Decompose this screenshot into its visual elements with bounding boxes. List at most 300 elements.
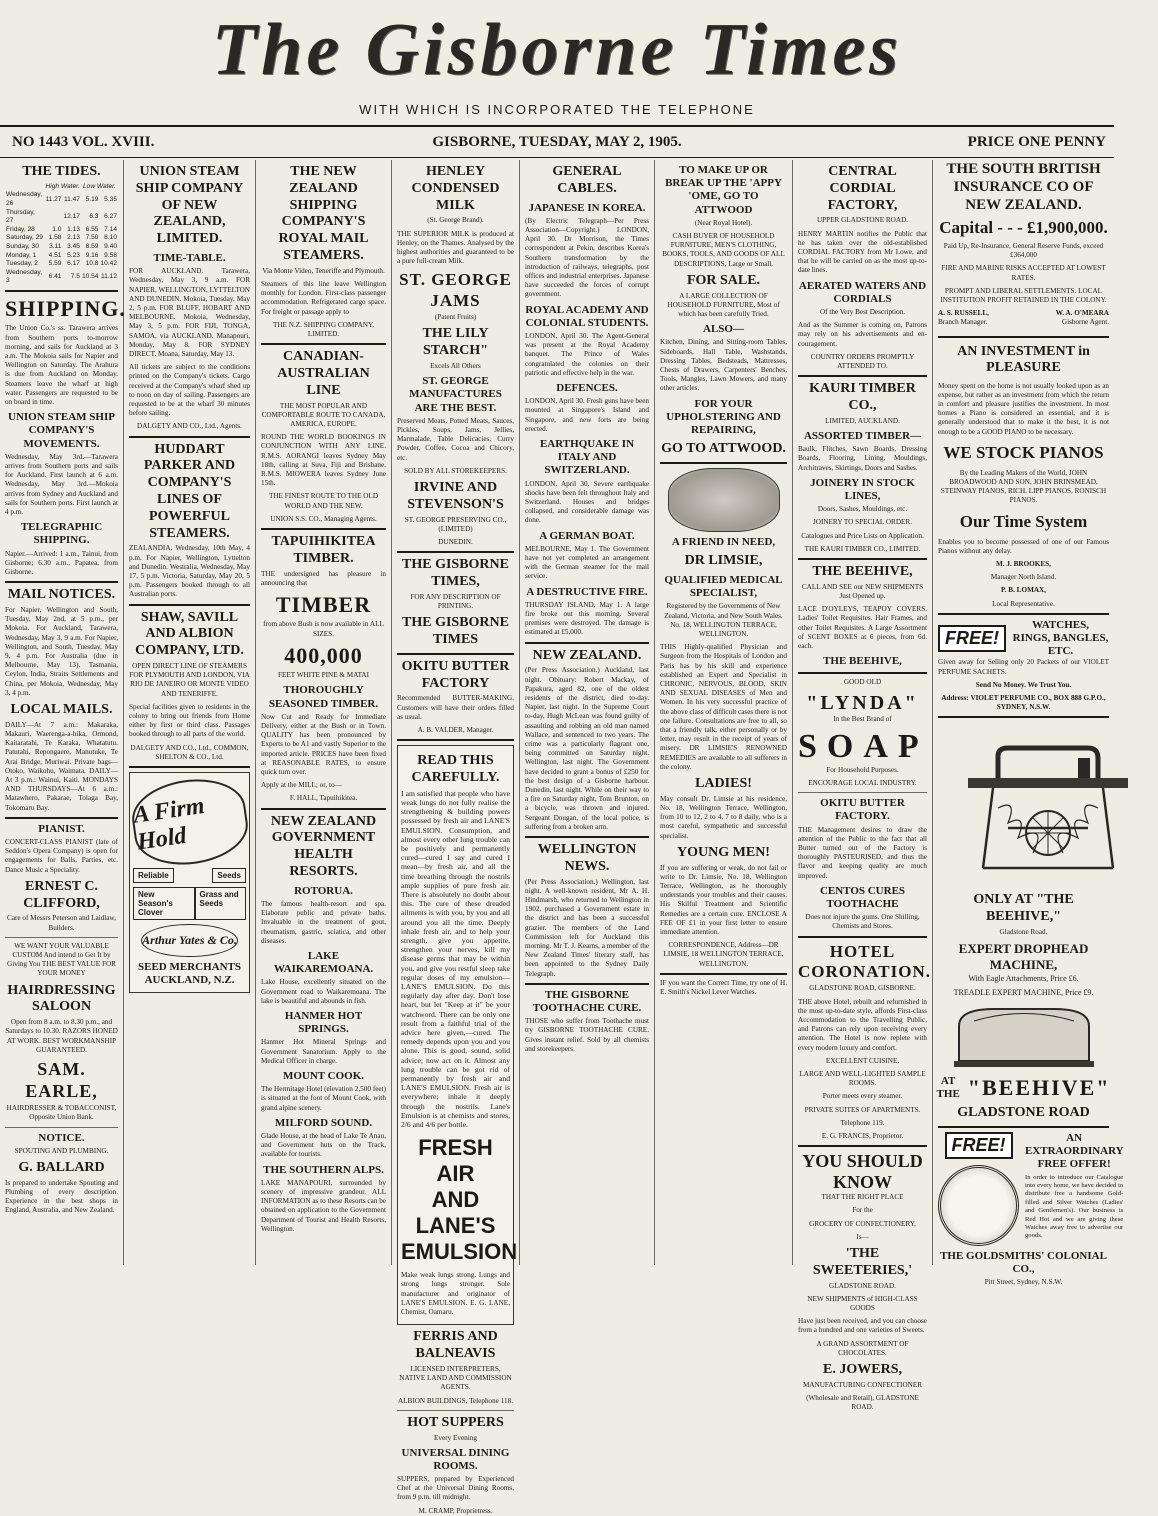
jowers-heading: E. JOWERS, xyxy=(823,1362,902,1378)
telephone-text: Telephone 119. xyxy=(840,1118,885,1127)
omeara-title: Gisborne Agent. xyxy=(1061,318,1109,327)
shaw-note: Special facilities given to residents in the colony to bring out friends from Home either by first or third class. Passages booked through to all parts of the world. xyxy=(129,702,250,739)
fire-marine-text: FIRE AND MARINE RISKS ACCEPTED AT LOWEST RATES. xyxy=(941,264,1106,282)
timber-word: TIMBER xyxy=(275,592,372,618)
tides-time-cell: 5.23 xyxy=(67,251,80,259)
irvine-heading: IRVINE AND STEVENSON'S xyxy=(407,479,504,512)
rotorua-heading: ROTORUA. xyxy=(294,884,353,897)
sold-text: SOLD BY ALL STOREKEEPERS. xyxy=(404,466,507,475)
tides-time-cell: 11.47 xyxy=(63,195,80,203)
beehive-heading-2: THE BEEHIVE, xyxy=(823,655,902,668)
milford-text: Glade House, at the head of Lake Te Anau, and Government huts on the Track, available for tourists. xyxy=(261,1131,386,1159)
tides-day-cell: Wednesday, 26 xyxy=(6,191,43,207)
country-orders: COUNTRY ORDERS PROMPTLY ATTENDED TO. xyxy=(810,352,915,370)
earthquake-text: LONDON, April 30. Severe earthquake shocks have been felt throughout Italy and Switzerland. Houses and bridges collapsed, and considerable damage was done. xyxy=(525,479,649,525)
machine-cover-illustration xyxy=(944,1001,1104,1071)
tapuihikitea-heading: TAPUIHIKITEA TIMBER. xyxy=(271,534,376,566)
doctor-heading: DR LIMSIE, xyxy=(684,553,763,569)
tides-row xyxy=(5,234,118,243)
milk-heading: HENLEY CONDENSED MILK xyxy=(411,164,500,213)
brookes-title: Manager North Island. xyxy=(990,573,1057,582)
violet-address: Address: VIOLET PERFUME CO., BOX 888 G.P.O., SYDNEY, N.S.W. xyxy=(941,694,1106,712)
doctor-portrait-image xyxy=(668,468,780,532)
notice-text: SPOUTING AND PLUMBING. xyxy=(14,1146,109,1155)
tides-time-cell: 10.8 xyxy=(85,260,99,268)
column-2 xyxy=(124,160,256,1265)
time-system-heading: Our Time System xyxy=(959,511,1088,531)
insurance-heading: THE SOUTH BRITISH INSURANCE CO OF NEW ZEALAND. xyxy=(946,161,1101,213)
timber-seasoned: THOROUGHLY SEASONED TIMBER. xyxy=(268,684,379,710)
free-badge-2: FREE! xyxy=(945,1132,1013,1159)
tides-row xyxy=(5,269,118,286)
tides-time-cell: 6.17 xyxy=(67,260,80,268)
sale-text: A LARGE COLLECTION OF HOUSEHOLD FURNITURE, Most of which has been carefully Tried. xyxy=(667,291,780,318)
russell-title: Branch Manager. xyxy=(938,318,988,327)
watches-heading: WATCHES, RINGS, BANGLES, ETC. xyxy=(1012,618,1109,658)
tides-time-cell: 9.58 xyxy=(104,251,117,259)
brand-text: In the Best Brand of xyxy=(833,714,892,723)
mails-heading: MAIL NOTICES. xyxy=(7,587,116,603)
read-text: I am satisfied that people who have weak lungs do not fully realise the strengthening & building powers possessed by fresh air and LANE'S EMULSION. Consumption, and almost every other lung trouble can be positively and permanently cured—cured I say and cured I mean—by fresh air, and all the time breathing through the nostrils ample supplies of pure fresh air. There is absolutely no doubt about this. The cure of these dreaded ailments is with you, by you and all around you all the time. Deeply inhale fresh air, and to help your strength, give you appetite, strengthen your nerves, kill my disease germs that may be within you, and give you restful sleep take regular doses of my emulsion—LANE'S EMULSION. Do this regularly day after day. Don't lose heart, but let "Keep at it" be your watchword. There can be only one result from a faithful trial of the advice here given,—cured. The remedy depends upon you and you alone. This is good, sound, solid advice; now act on it. Almost any lung trouble can be got rid of permanently by fresh air and LANE'S EMULSION. Fresh air is everywhere; inhale it deeply through the nostrils. Lane's Emulsion is at chemists and stores, 2/6 and 4/6 per bottle. xyxy=(401,788,510,1130)
timber-apply: Apply at the MILL; or, to— xyxy=(261,781,342,790)
newspaper-title: The Gisborne Times xyxy=(211,9,902,91)
tides-time-cell: 2.13 xyxy=(67,234,80,242)
omeara-name: W. A. O'MEARA xyxy=(1055,309,1109,318)
porter-text: Porter meets every steamer. xyxy=(822,1092,903,1101)
new-zealand-text: (Per Press Association.) Auckland, last night. Obituary: Robert Mackay, of Papakura, aged 82, one of the oldest residents of the district, died to-day. Napier, last night. In the Supreme Court to-day, Hugh McLean was found guilty of assaulting and robbing an old man named Wallace, and sentenced to two years. The crime was a particularly flagrant one, being committed on Saturday night. Wellington, last night. The Government have decided to grant a bonus of £250 for the best design of a Gisborne harbour. Dunedin, last night. While on their way to a fire on Saturday night, Tom Brunton, on a bicycle, was thrown and injured. Sergeant Dougan, of the local police, is suffering from a broken arm. xyxy=(525,666,649,831)
kauri-sub: LIMITED, AUCKLAND. xyxy=(825,416,900,425)
milk-text: THE SUPERIOR MILK is produced at Henley, on the Thames. Analysed by the highest authorities and guaranteed to be a pure full-cream Milk. xyxy=(397,229,514,266)
wellington-heading: WELLINGTON NEWS. xyxy=(537,842,637,874)
household-text: For Household Purposes. xyxy=(826,765,899,774)
cables-sub: JAPANESE IN KOREA. xyxy=(528,201,646,214)
milford-heading: MILFORD SOUND. xyxy=(274,1116,373,1129)
only-at-beehive: ONLY AT "THE BEEHIVE," xyxy=(973,892,1074,925)
canadian-heading: CANADIAN-AUSTRALIAN LINE xyxy=(277,349,370,398)
tides-heading: THE TIDES. xyxy=(22,164,101,179)
ballard-text: Is prepared to undertake Spouting and Plumbing of every description. Experience in the best shops in England, Australia, and New Zealand. xyxy=(5,1178,118,1215)
tides-time-cell: 5.19 xyxy=(85,195,99,203)
timetable-note: All tickets are subject to the conditions printed on the Company's tickets. Cargo received at the Company's wharf shed up to noon on day of sailing. Passengers are requested to be at the wharf 30 minutes before sailing. xyxy=(129,363,250,418)
tides-time-cell: 8.59 xyxy=(85,242,99,250)
suites-text: PRIVATE SUITES OF APARTMENTS. xyxy=(804,1105,921,1114)
clover-label: New Season's Clover xyxy=(133,887,195,920)
times-sub: FOR ANY DESCRIPTION OF PRINTING. xyxy=(410,592,501,610)
timber-count: 400,000 xyxy=(284,642,363,668)
tides-day-cell: Sunday, 30 xyxy=(6,242,39,250)
doctor-text: Registered by the Governments of New Zealand, Victoria, and New South Wales. No. 18, WELLINGTON TERRACE, WELLINGTON. xyxy=(664,602,783,638)
only-place: Gladstone Road. xyxy=(999,928,1048,937)
doctor-body: THIS Highly-qualified Physician and Surgeon from the Hospitals of London and Paris has by his skill and experience established an Expert and Specialist in CHRONIC, NERVOUS, BLOOD, SKIN AND SEXUAL DISEASES of Men and Women. In his very successful practice of the above class of difficult cases there is not one failure. Consultations are free to all, so that a friendly talk, either personally or by letter, may result in the receipt of years of misery. DR LIMSIE'S RENOWNED REMEDIES are available to all sufferers in the colony. xyxy=(660,643,787,771)
waikaremoana-heading: LAKE WAIKAREMOANA. xyxy=(273,950,374,976)
coronation-heading: HOTEL CORONATION. xyxy=(798,941,931,981)
column-3 xyxy=(256,160,392,1265)
lily-sub: Excels All Others xyxy=(430,361,481,370)
salon-text: Open from 8 a.m. to 8.30 p.m., and Saturdays to 10.30. RAZORS HONED AT WORK. BEST WORKMANSHIP GUARANTEED. xyxy=(5,1018,118,1054)
german-boat-heading: A GERMAN BOAT. xyxy=(539,529,635,542)
tides-time-cell: 1.13 xyxy=(67,225,80,233)
ferris-sub: LICENSED INTERPRETERS, NATIVE LAND AND COMMISSION AGENTS. xyxy=(399,1364,512,1392)
academy-text: LONDON, April 30. The Agent-General was present at the Royal Academy banquet. The Prince of Wales congratulated the colonies on their patriotic and effective help in the war. xyxy=(525,331,649,377)
irvine-place: DUNEDIN. xyxy=(438,537,473,546)
mails-text: For Napier, Wellington and South, Tuesday, May 2nd, at 5 p.m., per Mokoia. For Auckland, Tarawera, Wednesday, May 3, 9 a.m. For Napier, Wellington, and South, Tuesday, May 9, 4 p.m. For Australia (due in Melbourne, May 13), Tasmania, Ceylon, India, Straits Settlements and China, per Mokoia, Wednesday, May 3, 4 p.m. xyxy=(5,605,118,697)
beehive-sub: CALL AND SEE our NEW SHIPMENTS Just Opened up. xyxy=(801,582,924,600)
assorted-text: Baulk, Flitches, Sawn Boards, Dressing Boards, Flooring, Lining, Mouldings, Architraves, Skirtings, Doors and Sashes. xyxy=(798,445,927,472)
tides-day-cell: Saturday, 29 xyxy=(6,234,43,242)
canadian-footer: THE FINEST ROUTE TO THE OLD WORLD AND THE NEW. xyxy=(268,492,379,510)
yates-name: Arthur Yates & Co. xyxy=(141,924,238,957)
lomax-title: Local Representative. xyxy=(992,599,1055,608)
timetable-text: FOR AUCKLAND. Tarawera, Wednesday, May 3, 9 a.m. FOR NAPIER, WELLINGTON, LYTTELTON AND DUNEDIN. Mokoia, Tuesday, May 2, 5 p.m. FOR BLUFF, HOBART AND MELBOURNE. Mokoia, Wednesday, May 3, 5 p.m. FOR FIJI, TONGA, SAMOA, via AUCKLAND. Manapouri, Monday, May 8. FOR SYDNEY DIRECT. Moana, Saturday, May 13. xyxy=(129,267,250,358)
earthquake-heading: EARTHQUAKE IN ITALY AND SWITZERLAND. xyxy=(539,438,635,477)
defences-heading: DEFENCES. xyxy=(556,382,618,394)
beehive-road: GLADSTONE ROAD xyxy=(957,1105,1090,1121)
goldsmiths-heading: THE GOLDSMITHS' COLONIAL CO., xyxy=(940,1250,1107,1276)
sewing-machine-illustration xyxy=(938,728,1158,878)
hanmer-heading: HANMER HOT SPRINGS. xyxy=(284,1010,363,1036)
russell-name: A. S. RUSSELL, xyxy=(938,309,989,318)
jowers-sub: MANUFACTURING CONFECTIONER xyxy=(802,1380,923,1389)
shipping-text: The Union Co.'s ss. Tarawera arrives from Southern ports to-morrow morning, and sails for Auckland at 3 a.m. The Mokoia sails for Napier and Wellington on Saturday. The Arahura is due from Auckland on Monday. Steamers leave the wharf at high water. Passengers are requested to be on board in time. xyxy=(5,324,118,406)
tides-time-cell: 4.51 xyxy=(48,251,62,259)
irvine-sub: ST. GEORGE PRESERVING CO., (LIMITED) xyxy=(404,515,507,533)
shaw-heading: SHAW, SAVILL AND ALBION COMPANY, LTD. xyxy=(135,609,244,659)
earle-sub: HAIRDRESSER & TOBACCONIST, Opposite Union Bank. xyxy=(6,1104,117,1122)
price: PRICE ONE PENNY xyxy=(967,134,1106,150)
upholstering-heading: FOR YOUR UPHOLSTERING AND REPAIRING, xyxy=(666,397,781,436)
ferris-heading: FERRIS AND BALNEAVIS xyxy=(413,1329,498,1362)
timber-intro: THE undersigned has pleasure in announcing that xyxy=(261,569,386,587)
timetable-agent: DALGETY AND CO., Ltd., Agents. xyxy=(137,422,242,431)
pocket-watch-image xyxy=(938,1165,1019,1246)
yates-footer: SEED MERCHANTS AUCKLAND, N.Z. xyxy=(138,961,241,987)
time-system-text: Enables you to become possessed of one of our Famous Pianos without any delay. xyxy=(938,537,1109,555)
tides-time-cell: 7.5 xyxy=(70,273,80,281)
timber-sign: F. HALL, Tapuihikitea. xyxy=(289,794,358,803)
tides-row xyxy=(5,191,118,208)
royal-mail-text: Steamers of this line leave Wellington monthly for London. First-class passenger accommodation. Refrigerated cargo space. For freight or passage apply to xyxy=(261,279,386,316)
tides-row xyxy=(5,209,118,226)
lomax-name: P. B. LOMAX, xyxy=(1000,586,1047,595)
local-mails-heading: LOCAL MAILS. xyxy=(10,701,113,717)
cordial-text: HENRY MARTIN notifies the Public that he has taken over the old-established CORDIAL FACTORY from Mr Lowe, and that he will be carried on as the most up-to-date lines. xyxy=(798,229,927,275)
seeds-labels xyxy=(133,868,246,883)
coronation-text: THE above Hotel, rebuilt and refurnished in the most up-to-date style, affords First-class Accommodation to the Travelling Public, and Patrons can rely upon receiving every attention. The Hotel is now replete with every modern luxury and comfort. xyxy=(798,997,927,1052)
cuisine-text: EXCELLENT CUISINE. xyxy=(825,1056,900,1065)
dining-sign: M. CRAMP, Proprietress. xyxy=(418,1506,493,1515)
royal-mail-agent: THE N.Z. SHIPPING COMPANY, LIMITED. xyxy=(272,320,375,338)
mount-cook-heading: MOUNT COOK. xyxy=(282,1069,365,1082)
tides-table: High Water. Low Water. Wednesday, 26 11.27 11.47 5.19 5.35 Thursday, 27 12.17 6.3 6.27 Friday, 28 1.0 1.13 6.55 7.14 Saturday, 29 1.58 2.13 7.50 8.10 Sunday, 30 3.11 3.45 8.59 9.40 Monday, 1 4.51 5.23 9.16 9.58 Tuesday, 2 5.59 6.17 10.8 10.42 Wednesday, 3 6.41 7.5 10.54 11.12 xyxy=(6,182,117,285)
beehive-big: "BEEHIVE" xyxy=(967,1075,1111,1101)
young-men-text: If you are suffering or weak, do not fail or write to Dr. Limsie, No. 18, Wellington Terrace, Wellington, as he thoroughly understands your troubles and their causes. His Skilful Treatment and Scientific Remedies are a certain cure. ENCLOSE A FEE OF £1 in your first letter to ensure immediate attention. xyxy=(660,863,787,936)
beehive-heading: THE BEEHIVE, xyxy=(812,563,913,579)
masthead xyxy=(0,0,1114,91)
tides-time-cell: 1.0 xyxy=(52,225,62,233)
column-1 xyxy=(0,160,124,1265)
attwood-cash: CASH BUYER OF HOUSEHOLD FURNITURE, MEN'S CLOTHING, BOOKS, TOOLS, AND GOODS OF ALL DESCRIPTIONS, Large or Small. xyxy=(662,231,785,268)
pianist-sub: Care of Messrs Peterson and Laidlaw, Builders. xyxy=(7,914,116,932)
movements-text: Wednesday, May 3rd.—Tarawera arrives from Southern ports and sails for Auckland. First launch at 6 a.m. Wednesday, May 3rd.—Mokoia arrives from Sydney and Auckland and sails for Southern ports. First launch at 4 p.m. xyxy=(5,452,118,516)
valuables-text: WE WANT YOUR VALUABLE CUSTOM And intend to Get It by Giving You THE BEST VALUE FOR YOUR MONEY xyxy=(7,941,116,978)
young-men-heading: YOUNG MEN! xyxy=(677,844,770,860)
proprietor-text: E. G. FRANCIS, Proprietor. xyxy=(821,1132,904,1140)
dining-text: SUPPERS, prepared by Experienced Chef at the Universal Dining Rooms, from 9 p.m. till midnight. xyxy=(397,1475,514,1502)
samples-text: LARGE AND WELL-LIGHTED SAMPLE ROOMS. xyxy=(799,1069,926,1088)
kauri-agent: THE KAURI TIMBER CO., LIMITED. xyxy=(804,544,921,553)
tides-day-cell: Wednesday, 3 xyxy=(6,268,43,285)
waikaremoana-text: Lake House, excellently situated on the Government road to Waikaremoana. The lake is beautiful and abounds in fish. xyxy=(261,978,386,1005)
watch-notice: IF you want the Correct Time, try one of H. E. Smith's Nickel Lever Watches. xyxy=(660,978,787,996)
tides-time-cell: 3.11 xyxy=(49,242,62,250)
ballard-heading: G. BALLARD xyxy=(18,1159,105,1175)
german-boat-text: MELBOURNE, May 1. The Government have not yet completed an arrangement with the German steamer for the mail service. xyxy=(525,544,649,581)
telegraphic-text: Napier.—Arrived: 1 a.m., Tainui, from Gisborne; 6.30 a.m., Papatea, from Gisborne. xyxy=(5,549,118,576)
tides-row xyxy=(5,252,118,261)
free-badge: FREE! xyxy=(938,625,1006,652)
hanmer-text: Hanmer Hot Mineral Springs and Government Sanatorium. Apply to the Medical Officer in charge. xyxy=(261,1038,386,1065)
sweeteries-heading: 'THE SWEETERIES,' xyxy=(812,1246,913,1278)
capital-amount: Capital - - - £1,900,000. xyxy=(939,218,1108,237)
beehive-text: LACE D'OYLEYS, TEAPOY COVERS. Ladies' Toilet Requisites. Hair Frames, and other Toilet Requisites. A Large Assortment of SCENT BOXES at 6 pieces, from 6d. each. xyxy=(798,605,927,650)
should-sub: THAT THE RIGHT PLACE xyxy=(821,1193,904,1202)
butter-sign: A. B. VALDER, Manager. xyxy=(417,725,494,734)
timetable-heading: TIME-TABLE. xyxy=(153,251,226,264)
movements-heading: UNION STEAM SHIP COMPANY'S MOVEMENTS. xyxy=(8,411,115,450)
also-heading: ALSO— xyxy=(703,323,744,336)
coronation-sub: GLADSTONE ROAD, GISBORNE. xyxy=(809,984,916,993)
tides-time-cell: 6.41 xyxy=(48,273,62,281)
catalogue-text: Catalogues and Price Lists on Application. xyxy=(801,531,924,540)
tides-time-cell: 6.3 xyxy=(89,212,99,220)
toothache-text: THOSE who suffer from Toothache must try GISBORNE TOOTHACHE CURE. Gives instant relief. Sold by all chemists and storekeepers. xyxy=(525,1017,649,1053)
wellington-text: (Per Press Association.) Wellington, last night. A well-known resident, Mr A. H. Hindmarsh, who returned to Wellington in 1902, purchased a Government estate in the district and has been a successful grazier. The members of the Land Commission left for Auckland this morning. Mr T. J. Kearns, a member of the New Zealand Times' literary staff, has been appointed to the Sydney Daily Telegraph. xyxy=(525,877,649,978)
goldsmiths-sub: Pitt Street, Sydney, N.S.W. xyxy=(984,1278,1063,1287)
cordial-note: And as the Summer is coming on, Patrons may rely on his advertisements and en-couragement. xyxy=(798,321,927,348)
yates-seeds-advert xyxy=(129,772,250,993)
lanes-emulsion-advert xyxy=(397,745,518,1325)
tides-row xyxy=(5,226,118,235)
butter-text: Recommended BUTTER-MAKING. Customers will have their orders filled as usual. xyxy=(397,694,514,721)
earle-heading: SAM. EARLE, xyxy=(25,1058,98,1101)
should-is: Is— xyxy=(856,1232,869,1241)
expert-sub: With Eagle Attachments, Price £6. xyxy=(968,974,1079,984)
attwood-sub: (Near Royal Hotel). xyxy=(694,218,753,227)
times-heading-2: THE GISBORNE TIMES xyxy=(402,615,509,647)
shipments-body: Have just been received, and you can choose from a hundred and one varieties of Sweets. xyxy=(798,1317,927,1335)
issue-number: NO 1443 VOL. XVIII. xyxy=(12,134,155,150)
should-grocery: GROCERY OF CONFECTIONERY, xyxy=(809,1219,916,1228)
ladies-heading: LADIES! xyxy=(695,775,752,791)
pianos-heading: WE STOCK PIANOS xyxy=(943,442,1104,462)
column-7 xyxy=(793,160,933,1412)
sweeteries-sub: GLADSTONE ROAD. xyxy=(829,1281,896,1290)
tides-day-cell: Tuesday, 2 xyxy=(6,260,38,268)
st-george-jams-heading: ST. GEORGE JAMS xyxy=(399,270,512,310)
kauri-heading: KAURI TIMBER CO., xyxy=(809,381,916,413)
tides-day-cell: Monday, 1 xyxy=(6,251,37,259)
column-4 xyxy=(392,160,520,1515)
brookes-name: M. J. BROOKES, xyxy=(996,560,1051,569)
tides-time-cell: 5.59 xyxy=(48,260,62,268)
tides-time-cell xyxy=(44,209,62,226)
suppers-heading: HOT SUPPERS xyxy=(407,1414,504,1430)
ladies-text: May consult Dr. Limsie at his residence, No. 18, Wellington Terrace, Wellington, from 10 to 12, 2 to 4, 7 to 8 daily, who is a most careful, sympathetic and successful specialist. xyxy=(660,794,787,840)
firm-hold-emblem: A Firm Hold xyxy=(128,773,253,872)
okitu-factory-heading: OKITU BUTTER FACTORY. xyxy=(820,797,905,823)
offer-text: In order to introduce our Catalogue into every home, we have decided to distribute free a handsome Gold-filled and Silver Watches (Ladies' and Gentlemen's). Our business is Red Hot and we are giving these Watches away free to advertise our goods. xyxy=(1025,1173,1124,1240)
union-heading: UNION STEAM SHIP COMPANY OF NEW ZEALAND, LIMITED. xyxy=(135,164,244,247)
fire-text: THURSDAY ISLAND, May 1. A large fire broke out this morning. Several premises were destroyed. The damage is estimated at £5,000. xyxy=(525,600,649,637)
notice-heading: NOTICE. xyxy=(38,1131,85,1144)
local-mails-text: DAILY—At 7 a.m.: Makaraka, Makauri, Waerenga-a-hika, Ormond, Kaitaratahi, Te Karaka, Whatatutu. Patutahi, Repongaere, Manutuke, Te Arai Bridge, Muriwai. Private bags—Otoko, Waikohu, Waimata. DAILY—At 3 p.m.: Wainui, Kaiti. MONDAYS AND THURSDAYS—At 6 a.m.: Matawhero, Pakarae, Tolaga Bay, Tokomaru Bay. xyxy=(5,720,118,812)
read-heading: READ THIS CAREFULLY. xyxy=(411,753,500,785)
tides-time-cell: 9.16 xyxy=(85,251,99,259)
prompt-text: PROMPT AND LIBERAL SETTLEMENTS. LOCAL INSTITUTION PROFIT RETAINED IN THE COLONY. xyxy=(940,286,1107,305)
tides-time-cell: 6.55 xyxy=(85,225,99,233)
products-text: Preserved Meats, Potted Meats, Sauces, Pickles, Soups, Jams, Jellies, Marmalade, Table Delicacies, Curry Powder, Coffee, Cocoa and Chicory, etc. xyxy=(397,416,514,462)
at-the-label: AT THE xyxy=(936,1074,960,1101)
timber-line: from above Bush is now available in ALL SIZES. xyxy=(263,620,384,638)
shaw-text: OPEN DIRECT LINE OF STEAMERS FOR PLYMOUTH AND LONDON, VIA RIO DE JANEIRO OR MONTE VIDEO AND TENERIFFE. xyxy=(129,662,250,698)
watches-text: Given away for Selling only 20 Packets of our VIOLET PERFUME SACHETS. xyxy=(938,658,1109,676)
sale-heading: FOR SALE. xyxy=(686,272,761,288)
fresh-air-lines: FRESH AIR AND LANE'S EMULSION xyxy=(401,1135,518,1265)
good-old: GOOD OLD xyxy=(843,678,882,687)
seeds-label: Seeds xyxy=(212,868,246,883)
tides-time-cell: 12.17 xyxy=(63,212,80,220)
reliable-label: Reliable xyxy=(133,868,174,883)
send-no-money: Send No Money. We Trust You. xyxy=(975,680,1072,689)
soap-heading: SOAP xyxy=(798,727,929,765)
tides-time-cell: 8.10 xyxy=(104,234,117,242)
pianos-text: By the Leading Makers of the World, JOHN BROADWOOD AND SON, JOHN BRINSMEAD, STEINWAY PIANOS, RICH. LIPP PIANOS, RONISCH PIANOS. xyxy=(940,468,1107,505)
cables-text: (By Electric Telegraph—Per Press Association—Copyright.) LONDON, April 30. Dr Morrison, the Times correspondent at Pekin, describes Korea's Southern transformation by the introduction of railways, telegraphs, post offices and industrial enterprises. Japanese have succeeded the forces of corrupt government. xyxy=(525,216,649,299)
column-5 xyxy=(520,160,655,1265)
huddart-heading: HUDDART PARKER AND COMPANY'S LINES OF POWERFUL STEAMERS. xyxy=(143,441,236,541)
aerated-sub: Of the Very Best Description. xyxy=(819,307,906,316)
lynda-heading: "LYNDA" xyxy=(806,691,919,714)
timber-text: Now Cut and Ready for Immediate Delivery, either at the Bush or in Town. QUALITY has been pronounced by Experts to be A1 and vastly Superior to the imported article. PRICES have been fixed at REASONABLE RATES, to ensure quick turn over. xyxy=(261,712,386,777)
defences-text: LONDON, April 30. Fresh guns have been mounted at Singapore's Island and Singapore, and new forts are being erected. xyxy=(525,397,649,433)
cables-heading: GENERAL CABLES. xyxy=(552,164,622,196)
doctor-sub: QUALIFIED MEDICAL SPECIALIST, xyxy=(664,573,783,600)
tides-time-cell: 10.54 xyxy=(81,273,99,281)
tides-day-cell: Friday, 28 xyxy=(6,225,35,233)
cordial-sub: UPPER GLADSTONE ROAD. xyxy=(816,216,909,225)
fresh-text: Make weak lungs strong. Lungs and strong lungs stronger. Sole manufacturer and originator of LANE'S EMULSION. E. G. LANE, Chemist, Oamaru. xyxy=(401,1271,510,1317)
centos-heading: CENTOS CURES TOOTHACHE xyxy=(819,884,906,910)
grand-text: A GRAND ASSORTMENT OF CHOCOLATES. xyxy=(816,1339,909,1357)
correspondence-text: CORRESPONDENCE, Address—DR LIMSIE, 18 WELLINGTON TERRACE, WELLINGTON. xyxy=(663,941,784,968)
grass-label: Grass and Seeds xyxy=(195,887,246,920)
royal-mail-sub: Via Monte Video, Teneriffe and Plymouth. xyxy=(262,266,385,275)
joinery-note: JOINERY TO SPECIAL ORDER. xyxy=(812,518,913,527)
canadian-sub: THE MOST POPULAR AND COMFORTABLE ROUTE TO CANADA, AMERICA, EUROPE. xyxy=(261,401,386,428)
tides-time-cell: 7.14 xyxy=(104,225,117,233)
capital-sub: Paid Up, Re-Insurance, General Reserve Funds, exceed £364,000 xyxy=(943,242,1104,260)
mount-cook-text: The Hermitage Hotel (elevation 2,500 feet) is situated at the foot of Mount Cook, with grand alpine scenery. xyxy=(261,1085,386,1112)
tides-row xyxy=(5,260,118,269)
joinery-heading: JOINERY IN STOCK LINES, xyxy=(810,476,915,502)
tides-time-cell: 11.12 xyxy=(100,273,117,281)
investment-text: Money spent on the home is not usually looked upon as an expense, but rather as an investment from which the return in comfort and pleasure justifies the investment. In most homes a Piano is considered an essential, and it is generally understood that to make it the best, it is not enough to be a GOOD PIANO to be necessary. xyxy=(938,381,1109,436)
milk-sub: (St. George Brand). xyxy=(427,216,484,225)
southern-alps-heading: THE SOUTHERN ALPS. xyxy=(263,1163,384,1176)
dining-heading: UNIVERSAL DINING ROOMS. xyxy=(401,1446,510,1472)
timber-count-sub: FEET WHITE PINE & MATAI xyxy=(278,671,369,680)
st-george-sub: (Patent Fruits) xyxy=(434,313,477,322)
encourage-text: ENCOURAGE LOCAL INDUSTRY. xyxy=(808,779,917,787)
fire-heading: A DESTRUCTIVE FIRE. xyxy=(526,585,648,598)
telegraphic-heading: TELEGRAPHIC SHIPPING. xyxy=(20,521,103,547)
lily-starch-heading: THE LILY STARCH" xyxy=(422,326,489,359)
shipping-heading: SHIPPING. xyxy=(5,295,126,321)
tides-row xyxy=(5,243,118,252)
upholstering-sub: GO TO ATTWOOD. xyxy=(661,441,786,457)
salon-heading: HAIRDRESSING SALOON xyxy=(7,982,116,1015)
should-know-heading: YOU SHOULD KNOW xyxy=(802,1151,923,1193)
okitu-text: THE Management desires to draw the attention of the Public to the fact that all Butter turned out of the Factory is thoroughly PASTEURISED, and thus the flavor and keeping quality are much improved. xyxy=(798,825,927,880)
toothache-heading: THE GISBORNE TOOTHACHE CURE. xyxy=(532,988,642,1015)
pianist-text: CONCERT-CLASS PIANIST (late of Seddon's Opera Company) is open for engagements for Balls, Parties, etc. Dance Music a Speciality. xyxy=(5,837,118,874)
investment-heading: AN INVESTMENT in PLEASURE xyxy=(957,343,1090,375)
southern-alps-text: LAKE MANAPOURI, surrounded by scenery of impressive grandeur. ALL INFORMATION as to these Resorts can be obtained on application to the Government Department of Tourist and Health Resorts, Wellington. xyxy=(261,1178,386,1233)
column-8 xyxy=(933,160,1124,1287)
assorted-heading: ASSORTED TIMBER— xyxy=(803,430,922,442)
tides-time-cell: 3.45 xyxy=(67,242,80,250)
tides-time-cell: 5.35 xyxy=(104,195,117,203)
butter-heading: OKITU BUTTER FACTORY xyxy=(401,658,510,691)
pianist-name: ERNEST C. CLIFFORD, xyxy=(23,878,100,911)
shaw-agent: DALGETY AND CO., Ltd., COMMON, SHELTON & CO., Ltd. xyxy=(130,743,249,761)
academy-heading: ROYAL ACADEMY AND COLONIAL STUDENTS. xyxy=(525,303,649,329)
jowers-place: (Wholesale and Retail), GLADSTONE ROAD. xyxy=(806,1394,919,1412)
newspaper-subtitle: WITH WHICH IS INCORPORATED THE TELEPHONE xyxy=(359,102,755,117)
treadle-text: TREADLE EXPERT MACHINE, Price £9. xyxy=(953,987,1094,997)
suppers-sub: Every Evening xyxy=(434,1433,477,1442)
dateline-bar xyxy=(0,125,1114,158)
tides-day-cell: Thursday, 27 xyxy=(6,208,35,225)
pianist-heading: PIANIST. xyxy=(38,822,85,835)
should-for: For the xyxy=(852,1206,873,1215)
makers-heading: ST. GEORGE MANUFACTURES ARE THE BEST. xyxy=(409,375,502,414)
tides-time-cell: 6.27 xyxy=(104,212,117,220)
times-heading: THE GISBORNE TIMES, xyxy=(402,557,509,589)
also-text: Kitchen, Dining, and Sitting-room Tables, Sideboards, Hall Table, Washstands, Dressing Tables, Bedsteads, Mattresses, Chests of Drawers, Carpenters' Benches, Tools, Mangles, Lawn Mowers, and many other articles. xyxy=(660,338,787,393)
centos-sub: Does not injure the gums. One Shilling, Chemists and Stores. xyxy=(805,913,920,931)
royal-mail-heading: THE NEW ZEALAND SHIPPING COMPANY'S ROYAL MAIL STEAMERS. xyxy=(278,164,369,263)
tides-time-cell: 7.50 xyxy=(85,234,99,242)
rotorua-text: The famous health-resort and spa. Elaborate public and private baths. Invaluable in the treatment of gout, rheumatism, gastric, sciatica, and other diseases. xyxy=(261,900,386,945)
joinery-text: Doors, Sashes, Mouldings, etc. xyxy=(817,505,908,514)
tides-time-cell: 9.40 xyxy=(104,242,117,250)
resorts-heading: NEW ZEALAND GOVERNMENT HEALTH RESORTS. xyxy=(270,813,377,880)
ferris-place: ALBION BUILDINGS, Telephone 118. xyxy=(397,1396,514,1405)
publication-date: GISBORNE, TUESDAY, MAY 2, 1905. xyxy=(432,134,682,150)
expert-heading: EXPERT DROPHEAD MACHINE, xyxy=(958,941,1089,972)
tides-time-cell: 1.58 xyxy=(48,234,62,242)
canadian-agent: UNION S.S. CO., Managing Agents. xyxy=(270,514,377,523)
aerated-heading: AERATED WATERS AND CORDIALS xyxy=(798,279,927,305)
huddart-text: ZEALANDIA, Wednesday, 10th May, 4 p.m. For Napier, Wellington, Lyttelton and Dunedin. Westralia, Wednesday, May 17, 5 p.m. Victoria, Saturday, May 20, 5 p.m. Passengers booked through to all Australian ports. xyxy=(129,544,250,599)
attwood-heading: TO MAKE UP OR BREAK UP THE 'APPY 'OME, GO TO ATTWOOD xyxy=(665,164,782,216)
tides-time-cell: 11.27 xyxy=(45,195,62,203)
shipments-text: NEW SHIPMENTS of HIGH-CLASS GOODS xyxy=(807,1294,918,1313)
cordial-heading: CENTRAL CORDIAL FACTORY, xyxy=(827,164,898,213)
canadian-text: ROUND THE WORLD BOOKINGS IN CONJUNCTION WITH ANY LINE. R.M.S. AORANGI leaves Sydney May 18th, calling at Suva, Fiji and Brisbane. R.M.S. MIOWERA leaves Sydney June 15th. xyxy=(261,433,386,488)
tides-time-cell: 10.42 xyxy=(100,260,117,268)
